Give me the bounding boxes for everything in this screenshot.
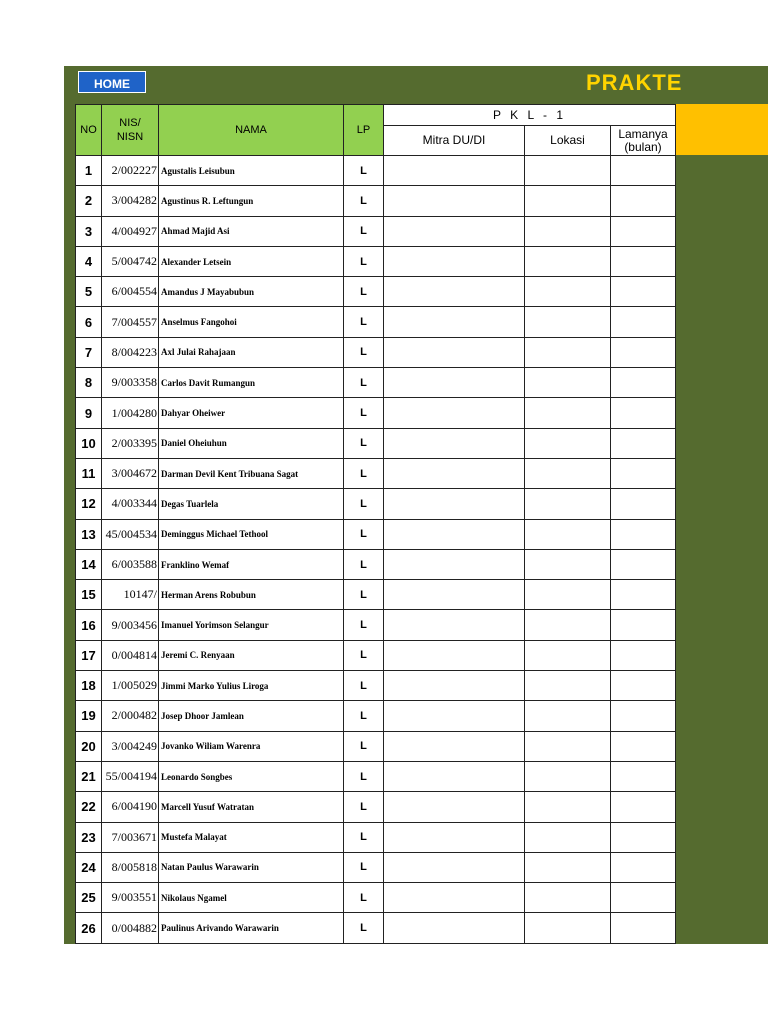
table-row xyxy=(76,428,676,458)
cell-lp[interactable]: L xyxy=(344,792,384,822)
cell-mitra[interactable] xyxy=(384,156,525,186)
cell-mitra[interactable] xyxy=(384,883,525,913)
cell-lp[interactable]: L xyxy=(344,883,384,913)
cell-no[interactable]: 23 xyxy=(76,822,102,852)
col-header-lokasi[interactable]: Lokasi xyxy=(525,126,611,156)
cell-nis[interactable]: 7/003671 xyxy=(102,822,159,852)
table-row xyxy=(76,458,676,488)
cell-nis[interactable]: 4/004927 xyxy=(102,216,159,246)
home-button[interactable]: HOME xyxy=(78,71,146,93)
cell-nis[interactable]: 6/004190 xyxy=(102,792,159,822)
cell-lamanya[interactable] xyxy=(611,458,676,488)
cell-nama[interactable]: Darman Devil Kent Tribuana Sagat xyxy=(159,458,344,488)
cell-lokasi[interactable] xyxy=(525,640,611,670)
student-table xyxy=(75,104,676,944)
cell-nama[interactable]: Marcell Yusuf Watratan xyxy=(159,792,344,822)
cell-nama[interactable]: Imanuel Yorimson Selangur xyxy=(159,610,344,640)
cell-lamanya[interactable] xyxy=(611,246,676,276)
cell-lamanya[interactable] xyxy=(611,671,676,701)
cell-nama[interactable]: Franklino Wemaf xyxy=(159,549,344,579)
cell-no[interactable]: 18 xyxy=(76,671,102,701)
cell-mitra[interactable] xyxy=(384,701,525,731)
col-header-nis[interactable]: NIS/ NISN xyxy=(102,105,159,156)
cell-lp[interactable]: L xyxy=(344,549,384,579)
cell-no[interactable]: 24 xyxy=(76,852,102,882)
cell-nis[interactable]: 5/004742 xyxy=(102,246,159,276)
table-row xyxy=(76,549,676,579)
cell-lp[interactable]: L xyxy=(344,671,384,701)
cell-nis[interactable]: 55/004194 xyxy=(102,761,159,791)
cell-nis[interactable]: 3/004249 xyxy=(102,731,159,761)
cell-lp[interactable]: L xyxy=(344,761,384,791)
cell-lamanya[interactable] xyxy=(611,428,676,458)
table-body xyxy=(76,156,676,944)
cell-nis[interactable]: 1/004280 xyxy=(102,398,159,428)
cell-no[interactable]: 8 xyxy=(76,368,102,398)
cell-lamanya[interactable] xyxy=(611,156,676,186)
cell-mitra[interactable] xyxy=(384,398,525,428)
cell-lamanya[interactable] xyxy=(611,307,676,337)
cell-mitra[interactable] xyxy=(384,792,525,822)
cell-nis[interactable]: 9/003358 xyxy=(102,368,159,398)
cell-lamanya[interactable] xyxy=(611,186,676,216)
cell-lokasi[interactable] xyxy=(525,580,611,610)
cell-lokasi[interactable] xyxy=(525,822,611,852)
cell-nama[interactable]: Jeremi C. Renyaan xyxy=(159,640,344,670)
cell-mitra[interactable] xyxy=(384,913,525,943)
cell-no[interactable]: 12 xyxy=(76,489,102,519)
cell-nama[interactable]: Agustinus R. Leftungun xyxy=(159,186,344,216)
cell-lp[interactable]: L xyxy=(344,610,384,640)
cell-lokasi[interactable] xyxy=(525,883,611,913)
cell-nama[interactable]: Mustefa Malayat xyxy=(159,822,344,852)
cell-mitra[interactable] xyxy=(384,852,525,882)
cell-lamanya[interactable] xyxy=(611,701,676,731)
cell-no[interactable]: 25 xyxy=(76,883,102,913)
cell-nama[interactable]: Jovanko Wiliam Warenra xyxy=(159,731,344,761)
cell-nis[interactable]: 7/004557 xyxy=(102,307,159,337)
cell-lokasi[interactable] xyxy=(525,156,611,186)
cell-mitra[interactable] xyxy=(384,307,525,337)
cell-lp[interactable]: L xyxy=(344,458,384,488)
cell-lokasi[interactable] xyxy=(525,277,611,307)
cell-lp[interactable]: L xyxy=(344,428,384,458)
table-row xyxy=(76,883,676,913)
table-row xyxy=(76,277,676,307)
cell-nama[interactable]: Degas Tuarlela xyxy=(159,489,344,519)
cell-mitra[interactable] xyxy=(384,519,525,549)
cell-no[interactable]: 7 xyxy=(76,337,102,367)
cell-lokasi[interactable] xyxy=(525,671,611,701)
cell-lokasi[interactable] xyxy=(525,731,611,761)
col-header-lp[interactable]: LP xyxy=(344,105,384,156)
table-row xyxy=(76,398,676,428)
table-row xyxy=(76,761,676,791)
page-title: PRAKTE xyxy=(586,70,683,95)
table-row xyxy=(76,216,676,246)
cell-lp[interactable]: L xyxy=(344,277,384,307)
cell-lp[interactable]: L xyxy=(344,489,384,519)
cell-lokasi[interactable] xyxy=(525,428,611,458)
cell-lamanya[interactable] xyxy=(611,610,676,640)
cell-no[interactable]: 22 xyxy=(76,792,102,822)
table-row xyxy=(76,913,676,943)
table-row xyxy=(76,822,676,852)
table-row xyxy=(76,580,676,610)
cell-nis[interactable]: 2/002227 xyxy=(102,156,159,186)
cell-nis[interactable]: 3/004282 xyxy=(102,186,159,216)
table-row xyxy=(76,186,676,216)
cell-lamanya[interactable] xyxy=(611,822,676,852)
cell-lamanya[interactable] xyxy=(611,277,676,307)
cell-nis[interactable]: 2/003395 xyxy=(102,428,159,458)
cell-no[interactable]: 26 xyxy=(76,913,102,943)
cell-mitra[interactable] xyxy=(384,580,525,610)
cell-lp[interactable]: L xyxy=(344,822,384,852)
cell-nis[interactable]: 1/005029 xyxy=(102,671,159,701)
cell-nama[interactable]: Amandus J Mayabubun xyxy=(159,277,344,307)
cell-nis[interactable]: 0/004814 xyxy=(102,640,159,670)
cell-no[interactable]: 11 xyxy=(76,458,102,488)
cell-mitra[interactable] xyxy=(384,216,525,246)
cell-nis[interactable]: 8/005818 xyxy=(102,852,159,882)
cell-mitra[interactable] xyxy=(384,489,525,519)
cell-nis[interactable]: 2/000482 xyxy=(102,701,159,731)
cell-lokasi[interactable] xyxy=(525,337,611,367)
cell-lp[interactable]: L xyxy=(344,246,384,276)
cell-no[interactable]: 2 xyxy=(76,186,102,216)
cell-nis[interactable]: 9/003551 xyxy=(102,883,159,913)
cell-lp[interactable]: L xyxy=(344,701,384,731)
table-row xyxy=(76,368,676,398)
cell-no[interactable]: 13 xyxy=(76,519,102,549)
cell-lamanya[interactable] xyxy=(611,216,676,246)
cell-no[interactable]: 1 xyxy=(76,156,102,186)
table-row xyxy=(76,701,676,731)
cell-lp[interactable]: L xyxy=(344,913,384,943)
cell-nis[interactable]: 4/003344 xyxy=(102,489,159,519)
cell-lamanya[interactable] xyxy=(611,761,676,791)
cell-lamanya[interactable] xyxy=(611,549,676,579)
cell-nama[interactable]: Carlos Davit Rumangun xyxy=(159,368,344,398)
cell-nama[interactable]: Natan Paulus Warawarin xyxy=(159,852,344,882)
cell-lamanya[interactable] xyxy=(611,731,676,761)
cell-lp[interactable]: L xyxy=(344,731,384,761)
cell-nama[interactable]: Herman Arens Robubun xyxy=(159,580,344,610)
cell-mitra[interactable] xyxy=(384,337,525,367)
cell-nama[interactable]: Ahmad Majid Asi xyxy=(159,216,344,246)
cell-mitra[interactable] xyxy=(384,246,525,276)
cell-lp[interactable]: L xyxy=(344,368,384,398)
cell-nis[interactable]: 6/004554 xyxy=(102,277,159,307)
cell-nis[interactable]: 8/004223 xyxy=(102,337,159,367)
cell-mitra[interactable] xyxy=(384,368,525,398)
cell-nis[interactable]: 45/004534 xyxy=(102,519,159,549)
table-row xyxy=(76,640,676,670)
table-row xyxy=(76,731,676,761)
cell-mitra[interactable] xyxy=(384,671,525,701)
cell-lp[interactable]: L xyxy=(344,337,384,367)
cell-lamanya[interactable] xyxy=(611,883,676,913)
cell-mitra[interactable] xyxy=(384,822,525,852)
cell-mitra[interactable] xyxy=(384,761,525,791)
cell-lokasi[interactable] xyxy=(525,852,611,882)
cell-lp[interactable]: L xyxy=(344,519,384,549)
cell-nama[interactable]: Agustalis Leisubun xyxy=(159,156,344,186)
cell-lokasi[interactable] xyxy=(525,913,611,943)
cell-nis[interactable]: 9/003456 xyxy=(102,610,159,640)
cell-nis[interactable]: 6/003588 xyxy=(102,549,159,579)
cell-lamanya[interactable] xyxy=(611,489,676,519)
cell-lokasi[interactable] xyxy=(525,792,611,822)
col-header-lamanya[interactable]: Lamanya (bulan) xyxy=(611,126,676,156)
cell-no[interactable]: 20 xyxy=(76,731,102,761)
table-row xyxy=(76,671,676,701)
cell-lamanya[interactable] xyxy=(611,852,676,882)
cell-lamanya[interactable] xyxy=(611,640,676,670)
cell-mitra[interactable] xyxy=(384,186,525,216)
cell-no[interactable]: 17 xyxy=(76,640,102,670)
cell-no[interactable]: 16 xyxy=(76,610,102,640)
cell-lokasi[interactable] xyxy=(525,701,611,731)
cell-nama[interactable]: Leonardo Songbes xyxy=(159,761,344,791)
cell-lp[interactable]: L xyxy=(344,186,384,216)
table-row xyxy=(76,307,676,337)
table-row xyxy=(76,156,676,186)
cell-lokasi[interactable] xyxy=(525,186,611,216)
cell-nis[interactable]: 10147/ xyxy=(102,580,159,610)
cell-mitra[interactable] xyxy=(384,549,525,579)
cell-nama[interactable]: Dahyar Oheiwer xyxy=(159,398,344,428)
cell-no[interactable]: 15 xyxy=(76,580,102,610)
cell-mitra[interactable] xyxy=(384,731,525,761)
table-row xyxy=(76,852,676,882)
cell-lamanya[interactable] xyxy=(611,398,676,428)
cell-nama[interactable]: Anselmus Fangohoi xyxy=(159,307,344,337)
cell-lp[interactable]: L xyxy=(344,398,384,428)
cell-no[interactable]: 3 xyxy=(76,216,102,246)
cell-mitra[interactable] xyxy=(384,428,525,458)
cell-nama[interactable]: Daniel Oheiuhun xyxy=(159,428,344,458)
cell-no[interactable]: 21 xyxy=(76,761,102,791)
cell-lokasi[interactable] xyxy=(525,458,611,488)
cell-lamanya[interactable] xyxy=(611,368,676,398)
cell-no[interactable]: 10 xyxy=(76,428,102,458)
cell-lokasi[interactable] xyxy=(525,519,611,549)
cell-lokasi[interactable] xyxy=(525,549,611,579)
cell-mitra[interactable] xyxy=(384,458,525,488)
cell-lokasi[interactable] xyxy=(525,307,611,337)
cell-lamanya[interactable] xyxy=(611,913,676,943)
table-row xyxy=(76,519,676,549)
cell-nis[interactable]: 3/004672 xyxy=(102,458,159,488)
cell-mitra[interactable] xyxy=(384,640,525,670)
col-header-pkl-group[interactable]: P K L - 1 xyxy=(384,105,676,126)
cell-nama[interactable]: Deminggus Michael Tethool xyxy=(159,519,344,549)
col-header-mitra[interactable]: Mitra DU/DI xyxy=(384,126,525,156)
table-row xyxy=(76,246,676,276)
cell-nama[interactable]: Josep Dhoor Jamlean xyxy=(159,701,344,731)
cell-lokasi[interactable] xyxy=(525,489,611,519)
cell-nama[interactable]: Paulinus Arivando Warawarin xyxy=(159,913,344,943)
cell-lp[interactable]: L xyxy=(344,640,384,670)
cell-nama[interactable]: Jimmi Marko Yulius Liroga xyxy=(159,671,344,701)
cell-lp[interactable]: L xyxy=(344,580,384,610)
cell-lamanya[interactable] xyxy=(611,337,676,367)
cell-lamanya[interactable] xyxy=(611,580,676,610)
table-row xyxy=(76,792,676,822)
cell-lokasi[interactable] xyxy=(525,761,611,791)
cell-lp[interactable]: L xyxy=(344,852,384,882)
cell-mitra[interactable] xyxy=(384,277,525,307)
cell-no[interactable]: 5 xyxy=(76,277,102,307)
table-row xyxy=(76,610,676,640)
cell-nis[interactable]: 0/004882 xyxy=(102,913,159,943)
table-row xyxy=(76,489,676,519)
cell-lokasi[interactable] xyxy=(525,246,611,276)
table-row xyxy=(76,337,676,367)
col-header-no[interactable]: NO xyxy=(76,105,102,156)
cell-lokasi[interactable] xyxy=(525,368,611,398)
cell-lamanya[interactable] xyxy=(611,519,676,549)
cell-lp[interactable]: L xyxy=(344,216,384,246)
cell-lokasi[interactable] xyxy=(525,216,611,246)
yellow-header-band xyxy=(676,104,768,155)
cell-lokasi[interactable] xyxy=(525,610,611,640)
cell-no[interactable]: 14 xyxy=(76,549,102,579)
col-header-nama[interactable]: NAMA xyxy=(159,105,344,156)
cell-no[interactable]: 9 xyxy=(76,398,102,428)
cell-lp[interactable]: L xyxy=(344,156,384,186)
cell-no[interactable]: 6 xyxy=(76,307,102,337)
cell-mitra[interactable] xyxy=(384,610,525,640)
cell-no[interactable]: 19 xyxy=(76,701,102,731)
cell-lamanya[interactable] xyxy=(611,792,676,822)
cell-no[interactable]: 4 xyxy=(76,246,102,276)
cell-nama[interactable]: Nikolaus Ngamel xyxy=(159,883,344,913)
cell-lp[interactable]: L xyxy=(344,307,384,337)
cell-nama[interactable]: Alexander Letsein xyxy=(159,246,344,276)
cell-nama[interactable]: Axl Julai Rahajaan xyxy=(159,337,344,367)
cell-lokasi[interactable] xyxy=(525,398,611,428)
